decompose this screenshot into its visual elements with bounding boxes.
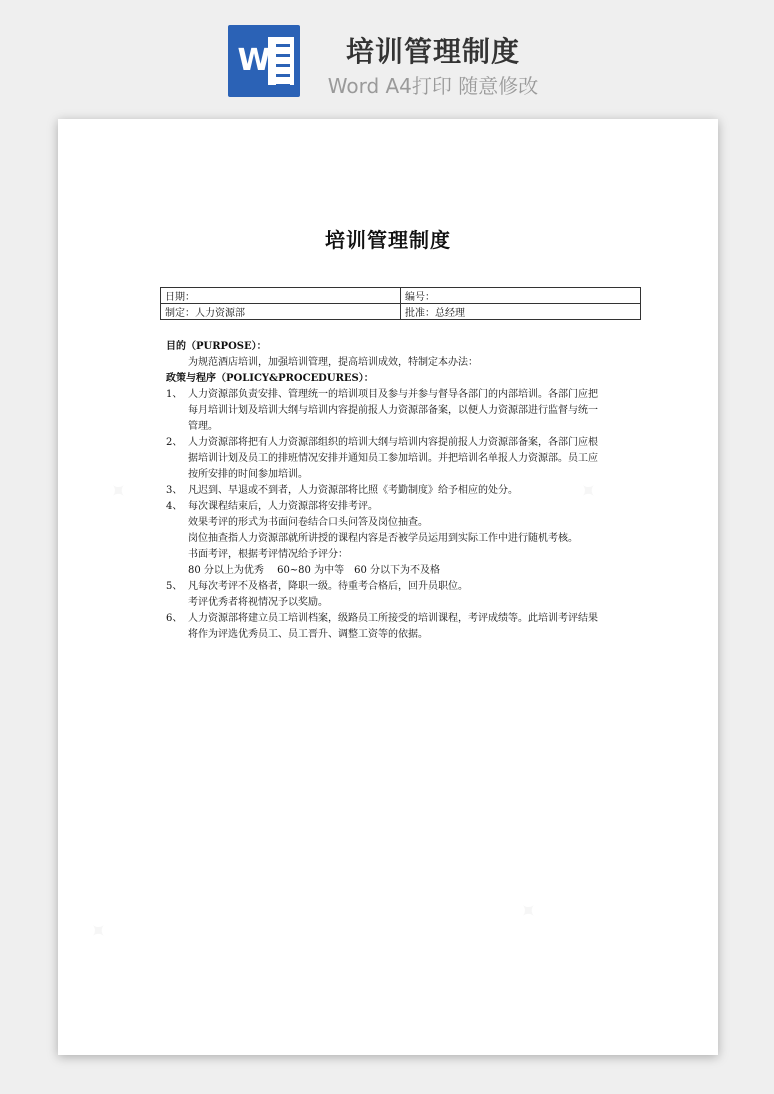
list-item-text: 人力资源部将建立员工培训档案，级路员工所接受的培训课程，考评成绩等。此培训考评结果 [188, 613, 598, 624]
list-item-text: 管理。 [188, 421, 218, 432]
list-item [166, 435, 642, 483]
list-item [166, 611, 642, 643]
list-item-subtext: 书面考评，根据考评情况给予评分： [188, 549, 348, 560]
list-item-subtext: 岗位抽查指人力资源部就所讲授的课程内容是否被学员运用到实际工作中进行随机考核。 [188, 533, 578, 544]
list-item-text: 每月培训计划及培训大纲与培训内容提前报人力资源部备案，以便人力资源部进行监督与统一 [188, 405, 598, 416]
watermark [102, 476, 133, 507]
author-cell: 制定：人力资源部 [161, 304, 401, 320]
list-item-text: 凡迟到、早退或不到者，人力资源部将比照《考勤制度》给予相应的处分。 [188, 485, 518, 496]
list-item-text: 人力资源部负责安排、管理统一的培训项目及参与并参与督导各部门的内部培训。各部门应把 [188, 389, 598, 400]
list-item-number: 2、 [166, 437, 183, 448]
watermark [82, 916, 113, 947]
watermark [512, 896, 543, 927]
list-item-text: 每次课程结束后，人力资源部将安排考评。 [188, 501, 378, 512]
banner-title: 培训管理制度 [345, 35, 520, 68]
list-item [166, 579, 642, 611]
policy-list [166, 387, 642, 643]
list-item-number: 4、 [166, 501, 183, 512]
list-item-subtext: 考评优秀者将视情况予以奖励。 [188, 597, 328, 608]
list-item-text: 人力资源部将把有人力资源部组织的培训大纲与培训内容提前报人力资源部备案，各部门应根 [188, 437, 598, 448]
table-row [161, 304, 641, 320]
list-item-text: 据培训计划及员工的排班情况安排并通知员工参加培训。并把培训名单报人力资源部。员工应 [188, 453, 598, 464]
logo-letter: W [237, 43, 271, 78]
list-item-subtext: 80 分以上为优秀 60~80 为中等 60 分以下为不及格 [188, 565, 440, 576]
list-item [166, 387, 642, 435]
list-item-number: 3、 [166, 485, 183, 496]
document-title: 培训管理制度 [325, 228, 451, 252]
list-item-number: 6、 [166, 613, 183, 624]
purpose-heading: 目的（PURPOSE）： [166, 341, 267, 352]
list-item-subtext: 效果考评的形式为书面问卷结合口头问答及岗位抽查。 [188, 517, 428, 528]
document-body [166, 339, 642, 643]
number-cell: 编号： [401, 288, 641, 304]
banner [0, 0, 774, 110]
list-item-number: 1、 [166, 389, 183, 400]
date-cell: 日期： [161, 288, 401, 304]
list-item-text: 将作为评选优秀员工、员工晋升、调整工资等的依据。 [188, 629, 428, 640]
banner-subtitle: Word A4打印 随意修改 [327, 74, 539, 98]
policy-heading: 政策与程序（POLICY&PROCEDURES）： [166, 373, 374, 384]
purpose-text: 为规范酒店培训，加强培训管理，提高培训成效，特制定本办法： [188, 357, 478, 368]
table-row [161, 288, 641, 304]
list-item-text: 凡每次考评不及格者，降职一级。待重考合格后，回升员职位。 [188, 581, 468, 592]
list-item-number: 5、 [166, 581, 183, 592]
list-item-text: 按所安排的时间参加培训。 [188, 469, 308, 480]
list-item [166, 483, 642, 499]
approval-cell: 批准：总经理 [401, 304, 641, 320]
document-page [58, 119, 718, 1055]
info-table [160, 287, 641, 320]
word-document-icon [228, 25, 300, 97]
list-item [166, 499, 642, 579]
